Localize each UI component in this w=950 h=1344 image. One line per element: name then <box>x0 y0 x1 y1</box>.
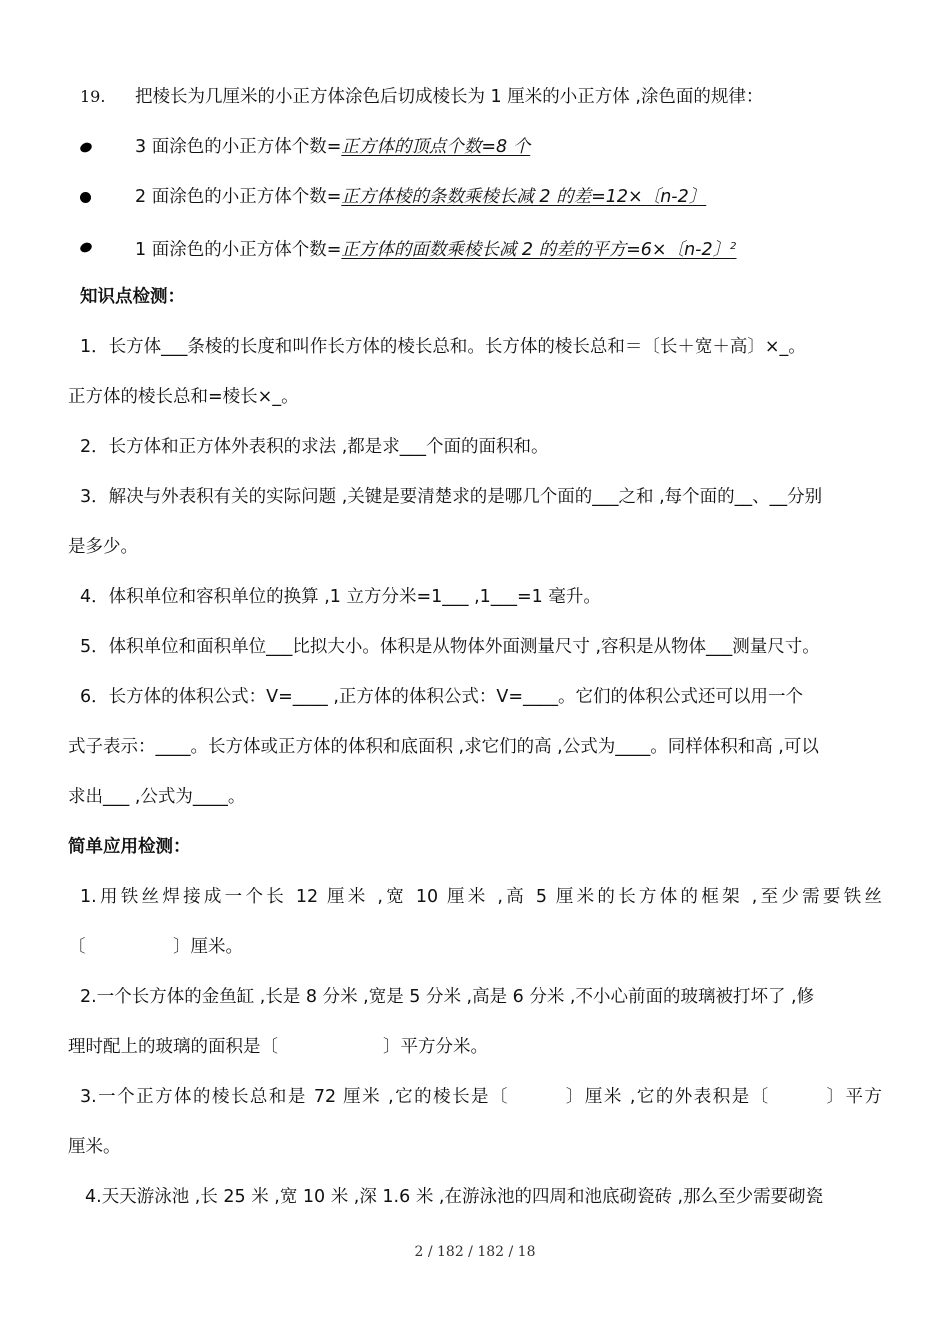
knowledge-line: 求出___ ,公式为____。 <box>68 787 246 807</box>
knowledge-line: 1．长方体___条棱的长度和叫作长方体的棱长总和。长方体的棱长总和＝〔长＋宽＋高〕×_。 <box>80 337 806 357</box>
application-line: 厘米。 <box>68 1137 121 1157</box>
application-line: 〔 〕厘米。 <box>68 937 243 957</box>
item-number: 19. <box>80 87 106 106</box>
rule-prefix: 2 面涂色的小正方体个数= <box>135 187 342 207</box>
section-title-application: 简单应用检测： <box>68 837 191 857</box>
application-line: 理时配上的玻璃的面积是〔 〕平方分米。 <box>68 1037 488 1057</box>
page-footer: 2 / 182 / 182 / 18 <box>414 1244 536 1260</box>
rule-formula: 正方体的顶点个数=8 个 <box>341 137 531 157</box>
bullet-icon <box>79 141 94 154</box>
bullet-icon <box>79 241 94 254</box>
rule-prefix: 1 面涂色的小正方体个数= <box>135 240 342 260</box>
knowledge-line: 是多少。 <box>68 537 138 557</box>
knowledge-line: 6．长方体的体积公式：V=____ ,正方体的体积公式：V=____。它们的体积公式还可以用一个 <box>80 687 804 707</box>
rule-prefix: 3 面涂色的小正方体个数= <box>135 137 342 157</box>
item-text: 把棱长为几厘米的小正方体涂色后切成棱长为 1 厘米的小正方体 ,涂色面的规律： <box>135 87 764 107</box>
knowledge-line: 3．解决与外表积有关的实际问题 ,关键是要清楚求的是哪几个面的___之和 ,每个面的__、__分别 <box>80 487 823 507</box>
item-19 <box>0 82 950 112</box>
rule-formula: 正方体棱的条数乘棱长减 2 的差=12×〔n-2〕 <box>341 187 707 207</box>
rule-2-faces <box>0 182 950 212</box>
application-line: 2.一个长方体的金鱼缸 ,长是 8 分米 ,宽是 5 分米 ,高是 6 分米 ,不小心前面的玻璃被打坏了 ,修 <box>80 987 815 1007</box>
knowledge-line: 5．体积单位和面积单位___比拟大小。体积是从物体外面测量尺寸 ,容积是从物体___测量尺寸。 <box>80 637 820 657</box>
knowledge-line: 4．体积单位和容积单位的换算 ,1 立方分米=1___ ,1___=1 毫升。 <box>80 587 601 607</box>
rule-1-face <box>0 232 950 262</box>
section-title-knowledge: 知识点检测： <box>80 287 185 307</box>
knowledge-line: 2．长方体和正方体外表积的求法 ,都是求___个面的面积和。 <box>80 437 549 457</box>
rule-3-faces <box>0 132 950 162</box>
knowledge-line: 式子表示：____。长方体或正方体的体积和底面积 ,求它们的高 ,公式为____。同样体积和高 ,可以 <box>68 737 819 757</box>
application-line: 1.用铁丝焊接成一个长 12 厘米 ,宽 10 厘米 ,高 5 厘米的长方体的框架 ,至少需要铁丝 <box>80 887 882 907</box>
application-line: 4.天天游泳池 ,长 25 米 ,宽 10 米 ,深 1.6 米 ,在游泳池的四周和池底砌瓷砖 ,那么至少需要砌瓷 <box>85 1187 824 1207</box>
application-line: 3.一个正方体的棱长总和是 72 厘米 ,它的棱长是〔 〕厘米 ,它的外表积是〔 〕平方 <box>80 1087 882 1107</box>
exponent: 2 <box>730 241 737 252</box>
rule-formula: 正方体的面数乘棱长减 2 的差的平方=6×〔n-2〕$^2$ <box>341 240 737 260</box>
knowledge-line: 正方体的棱长总和=棱长×_。 <box>68 387 299 407</box>
bullet-icon <box>80 192 91 203</box>
